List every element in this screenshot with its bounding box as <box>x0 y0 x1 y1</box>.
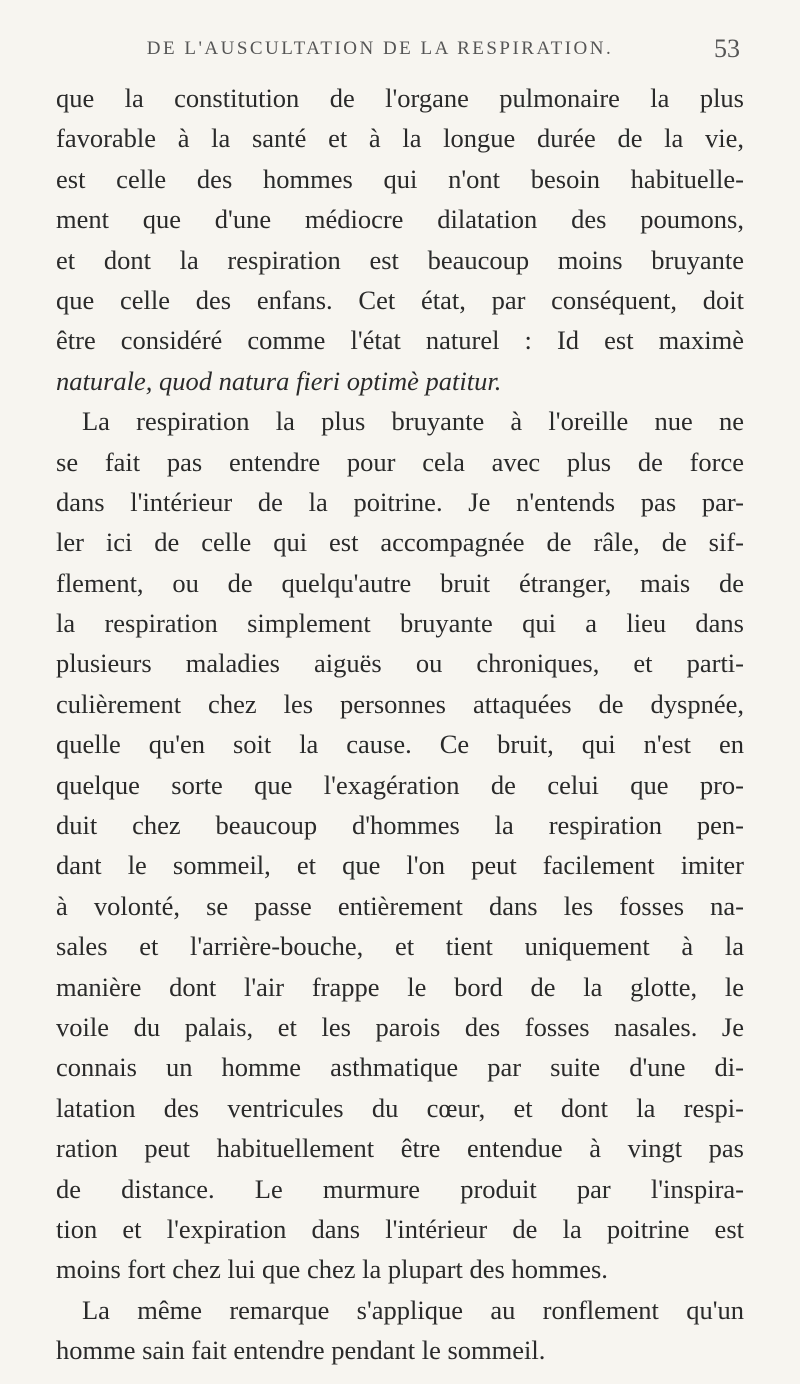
text-line: ment que d'une médiocre dilatation des poumons, <box>56 204 744 235</box>
text-line: que celle des enfans. Cet état, par conséquent, doit <box>56 284 744 315</box>
text-line: plusieurs maladies aiguës ou chroniques, et parti- <box>56 648 744 679</box>
text-line: être considéré comme l'état naturel : Id est maximè <box>56 325 744 356</box>
text-line: culièrement chez les personnes attaquées de dyspnée, <box>56 688 744 719</box>
text-line: la respiration simplement bruyante qui a lieu dans <box>56 608 744 639</box>
page-number: 53 <box>714 34 740 63</box>
text-line: est celle des hommes qui n'ont besoin habituelle- <box>56 163 744 194</box>
text-line: flement, ou de quelqu'autre bruit étranger, mais de <box>56 567 744 598</box>
text-line: dant le sommeil, et que l'on peut facilement imiter <box>56 850 744 881</box>
text-line: homme sain fait entendre pendant le sommeil. <box>56 1335 546 1366</box>
text-line: que la constitution de l'organe pulmonaire la plus <box>56 83 744 113</box>
paragraph-start: La respiration la plus bruyante à l'oreille nue ne <box>82 406 744 437</box>
text-line: à volonté, se passe entièrement dans les fosses na- <box>56 890 744 921</box>
text-line: tion et l'expiration dans l'intérieur de la poitrine est <box>56 1213 744 1244</box>
text-line: et dont la respiration est beaucoup moins bruyante <box>56 244 744 275</box>
text-line: latation des ventricules du cœur, et dont la respi- <box>56 1092 744 1123</box>
running-title: DE L'AUSCULTATION DE LA RESPIRATION. <box>146 38 614 59</box>
text-line: sales et l'arrière-bouche, et tient uniquement à la <box>56 931 744 962</box>
text-line: moins fort chez lui que chez la plupart des hommes. <box>56 1254 608 1285</box>
text-line: quelle qu'en soit la cause. Ce bruit, qui n'est en <box>56 729 744 760</box>
text-line: connais un homme asthmatique par suite d'une di- <box>56 1052 744 1083</box>
text-line: quelque sorte que l'exagération de celui que pro- <box>56 769 744 800</box>
text-line: favorable à la santé et à la longue durée de la vie, <box>56 123 744 154</box>
latin-quotation: naturale, quod natura fieri optimè patitur. <box>56 365 502 396</box>
text-line: duit chez beaucoup d'hommes la respiration pen- <box>56 810 744 841</box>
text-line: voile du palais, et les parois des fosses nasales. Je <box>56 1011 744 1042</box>
running-head <box>100 34 740 66</box>
text-line: ration peut habituellement être entendue à vingt pas <box>56 1133 744 1164</box>
paragraph-start: La même remarque s'applique au ronflement qu'un <box>82 1294 744 1325</box>
body-text <box>56 78 744 1371</box>
text-line: de distance. Le murmure produit par l'inspira- <box>56 1173 744 1204</box>
text-line: se fait pas entendre pour cela avec plus de force <box>56 446 744 477</box>
text-line: dans l'intérieur de la poitrine. Je n'entends pas par- <box>56 486 744 517</box>
text-line: ler ici de celle qui est accompagnée de râle, de sif- <box>56 527 744 558</box>
text-line: manière dont l'air frappe le bord de la glotte, le <box>56 971 744 1002</box>
